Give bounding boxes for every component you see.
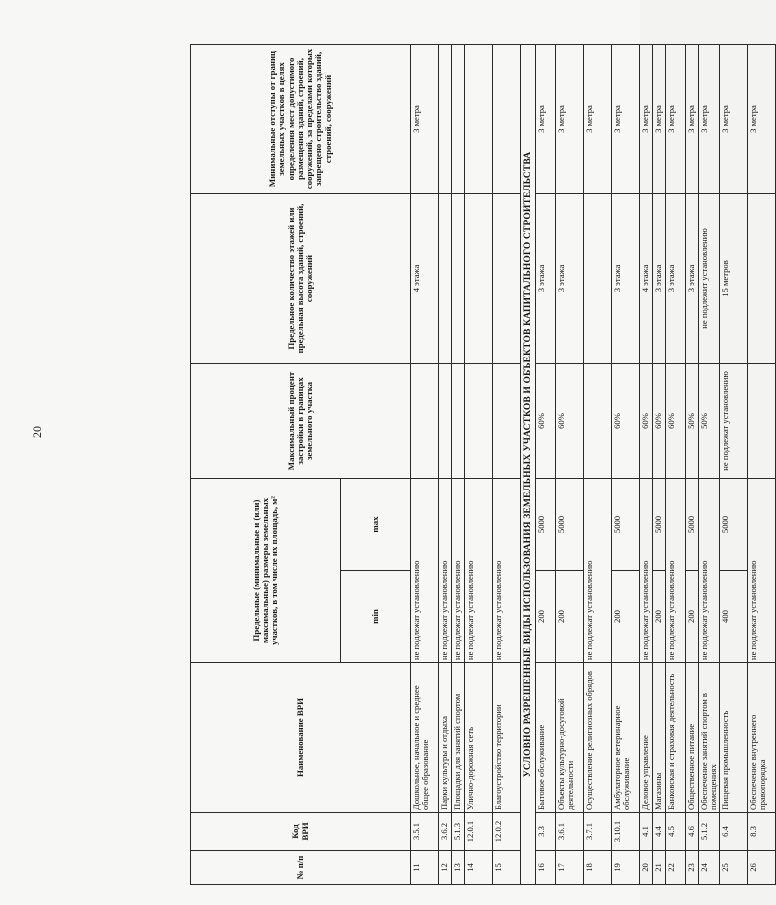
cell-size: не подлежат установлению [640, 478, 653, 662]
table-row [666, 44, 686, 884]
page-number: 20 [30, 426, 44, 438]
cell-code: 12.0.1 [465, 813, 493, 851]
cell-name: Дошкольное, начальное и среднее общее образование [411, 663, 439, 813]
cell-code: 5.1.3 [452, 813, 465, 851]
cell-floors: 3 этажа [666, 193, 686, 363]
table-row [612, 44, 640, 884]
cell-percent: 60% [640, 363, 653, 478]
cell-min: 200 [536, 571, 556, 663]
cell-num: 17 [556, 851, 584, 885]
cell-percent: 60% [666, 363, 686, 478]
header-setback: Минимальные отступы от границ земельных участков в целях определения мест допустимого размещения зданий, строений, сооружений, за пределами которых запрещено строительство зданий, строений, сооружений [191, 44, 411, 193]
cell-floors: 4 этажа [411, 193, 439, 363]
cell-code: 4.5 [666, 813, 686, 851]
cell-num: 23 [686, 851, 699, 885]
cell-name: Амбулаторное ветеринарное обслуживание [612, 663, 640, 813]
cell-num: 21 [653, 851, 666, 885]
header-min: min [341, 571, 411, 663]
table-row [439, 44, 452, 884]
cell-size: не подлежат установлению [452, 478, 465, 662]
cell-floors [584, 193, 612, 363]
table-row [720, 44, 748, 884]
cell-percent: 60% [536, 363, 556, 478]
cell-floors: 3 этажа [556, 193, 584, 363]
header-code: Код ВРИ [191, 813, 411, 851]
table-row [748, 44, 776, 884]
cell-num: 19 [612, 851, 640, 885]
cell-size: не подлежат установлению [411, 478, 439, 662]
table-row [452, 44, 465, 884]
cell-max: 5000 [653, 478, 666, 570]
cell-name: Благоустройство территории [493, 663, 521, 813]
cell-floors [493, 193, 521, 363]
cell-code: 4.6 [686, 813, 699, 851]
header-max: max [341, 478, 411, 570]
cell-name: Пищевая промышленность [720, 663, 748, 813]
cell-setback: 3 метра [653, 44, 666, 193]
cell-size: не подлежат установлению [493, 478, 521, 662]
cell-percent [748, 363, 776, 478]
cell-num: 26 [748, 851, 776, 885]
cell-name: Деловое управление [640, 663, 653, 813]
cell-percent: 50% [686, 363, 699, 478]
cell-name: Обеспечение внутреннего правопорядка [748, 663, 776, 813]
cell-floors: 4 этажа [640, 193, 653, 363]
cell-num: 12 [439, 851, 452, 885]
table-row [493, 44, 521, 884]
cell-floors [748, 193, 776, 363]
section-title: УСЛОВНО РАЗРЕШЕННЫЕ ВИДЫ ИСПОЛЬЗОВАНИЯ ЗЕМЕЛЬНЫХ УЧАСТКОВ И ОБЪЕКТОВ КАПИТАЛЬНОГО СТРОИТЕЛЬСТВА [521, 44, 536, 884]
cell-setback: 3 метра [536, 44, 556, 193]
cell-min: 200 [653, 571, 666, 663]
table-row [640, 44, 653, 884]
cell-num: 11 [411, 851, 439, 885]
cell-percent: не подлежат установлению [720, 363, 748, 478]
cell-min: 200 [686, 571, 699, 663]
header-percent: Максимальный процент застройки в границах земельного участка [191, 363, 411, 478]
cell-code: 3.6.1 [556, 813, 584, 851]
header-size: Предельные (минимальные и (или) максимальные) размеры земельных участков, в том числе их площадь, м² [191, 478, 341, 662]
table-row [536, 44, 556, 884]
cell-max: 5000 [536, 478, 556, 570]
cell-floors: 3 этажа [686, 193, 699, 363]
cell-floors: 15 метров [720, 193, 748, 363]
cell-name: Парки культуры и отдыха [439, 663, 452, 813]
cell-percent: 60% [653, 363, 666, 478]
cell-code: 3.6.2 [439, 813, 452, 851]
cell-num: 15 [493, 851, 521, 885]
table-row [465, 44, 493, 884]
cell-floors [465, 193, 493, 363]
cell-percent [452, 363, 465, 478]
cell-setback: 3 метра [612, 44, 640, 193]
header-num: № п/п [191, 851, 411, 885]
cell-min: 200 [556, 571, 584, 663]
cell-percent [584, 363, 612, 478]
cell-size: не подлежат установлению [699, 478, 720, 662]
cell-name: Бытовое обслуживание [536, 663, 556, 813]
cell-size: не подлежат установлению [584, 478, 612, 662]
cell-num: 14 [465, 851, 493, 885]
table-row [556, 44, 584, 884]
cell-code: 4.1 [640, 813, 653, 851]
cell-name: Осуществление религиозных обрядов [584, 663, 612, 813]
cell-num: 24 [699, 851, 720, 885]
cell-percent [411, 363, 439, 478]
cell-name: Обеспечение занятий спортом в помещениях [699, 663, 720, 813]
cell-name: Улично-дорожная сеть [465, 663, 493, 813]
cell-setback: 3 метра [686, 44, 699, 193]
cell-code: 12.0.2 [493, 813, 521, 851]
cell-setback: 3 метра [556, 44, 584, 193]
cell-floors: не подлежит установлению [699, 193, 720, 363]
table-row [699, 44, 720, 884]
table-row [686, 44, 699, 884]
cell-code: 3.10.1 [612, 813, 640, 851]
cell-code: 8.3 [748, 813, 776, 851]
cell-name: Банковская и страховая деятельность [666, 663, 686, 813]
cell-setback [465, 44, 493, 193]
cell-code: 3.3 [536, 813, 556, 851]
cell-num: 18 [584, 851, 612, 885]
cell-min: 200 [612, 571, 640, 663]
cell-percent [439, 363, 452, 478]
cell-setback [493, 44, 521, 193]
cell-floors: 3 этажа [653, 193, 666, 363]
cell-max: 5000 [720, 478, 748, 570]
header-name: Наименование ВРИ [191, 663, 411, 813]
table-row [584, 44, 612, 884]
cell-setback [452, 44, 465, 193]
cell-floors [439, 193, 452, 363]
cell-floors: 3 этажа [612, 193, 640, 363]
cell-percent: 60% [556, 363, 584, 478]
table-row [653, 44, 666, 884]
cell-code: 3.5.1 [411, 813, 439, 851]
cell-setback: 3 метра [699, 44, 720, 193]
cell-setback: 3 метра [640, 44, 653, 193]
cell-size: не подлежат установлению [439, 478, 452, 662]
section-row [521, 44, 536, 884]
cell-setback: 3 метра [748, 44, 776, 193]
cell-num: 13 [452, 851, 465, 885]
cell-code: 5.1.2 [699, 813, 720, 851]
cell-setback: 3 метра [411, 44, 439, 193]
cell-setback: 3 метра [720, 44, 748, 193]
cell-setback [439, 44, 452, 193]
cell-floors: 3 этажа [536, 193, 556, 363]
cell-size: не подлежат установлению [748, 478, 776, 662]
cell-percent: 60% [612, 363, 640, 478]
cell-code: 6.4 [720, 813, 748, 851]
rotated-table-wrapper [190, 45, 768, 885]
cell-size: не подлежат установлению [465, 478, 493, 662]
cell-code: 4.4 [653, 813, 666, 851]
cell-num: 20 [640, 851, 653, 885]
table-row [411, 44, 439, 884]
cell-setback: 3 метра [666, 44, 686, 193]
cell-name: Общественное питание [686, 663, 699, 813]
cell-max: 5000 [612, 478, 640, 570]
cell-num: 25 [720, 851, 748, 885]
cell-percent: 50% [699, 363, 720, 478]
cell-setback: 3 метра [584, 44, 612, 193]
cell-name: Магазины [653, 663, 666, 813]
cell-code: 3.7.1 [584, 813, 612, 851]
cell-max: 5000 [556, 478, 584, 570]
cell-num: 22 [666, 851, 686, 885]
cell-name: Объекты культурно-досуговой деятельности [556, 663, 584, 813]
cell-num: 16 [536, 851, 556, 885]
cell-max: 5000 [686, 478, 699, 570]
cell-size: не подлежат установлению [666, 478, 686, 662]
cell-floors [452, 193, 465, 363]
cell-min: 400 [720, 571, 748, 663]
cell-name: Площадки для занятий спортом [452, 663, 465, 813]
cell-percent [465, 363, 493, 478]
header-floors: Предельное количество этажей или предельная высота зданий, строений, сооружений [191, 193, 411, 363]
zoning-table [190, 44, 776, 885]
cell-percent [493, 363, 521, 478]
